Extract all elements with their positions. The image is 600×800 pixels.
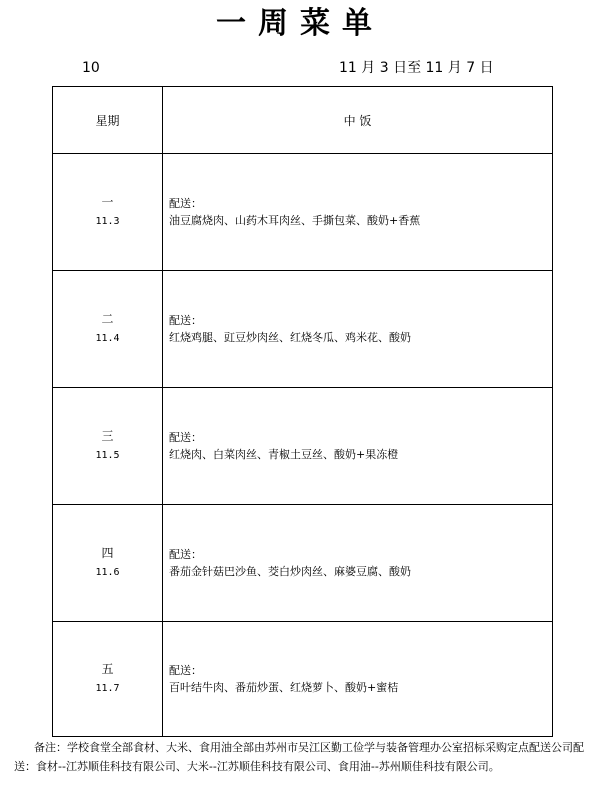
day-cell bbox=[53, 622, 163, 737]
week-number: 10 bbox=[82, 60, 100, 76]
page-title: 一周菜单 bbox=[216, 6, 384, 41]
day-cell bbox=[53, 271, 163, 388]
table-row bbox=[53, 505, 553, 622]
lunch-label: 配送： bbox=[169, 548, 202, 561]
lunch-cell bbox=[163, 271, 553, 388]
footer-note: 备注：学校食堂全部食材、大米、食用油全部由苏州市吴江区勤工俭学与装备管理办公室招标采购定点配送公司配送：食材--江苏顺佳科技有限公司、大米--江苏顺佳科技有限公司、食用油--苏州顺佳科技有限公司。 bbox=[14, 741, 584, 773]
day-name: 五 bbox=[101, 662, 114, 676]
day-cell bbox=[53, 505, 163, 622]
day-name: 三 bbox=[101, 429, 114, 443]
day-date: 11.3 bbox=[95, 216, 120, 227]
lunch-cell bbox=[163, 505, 553, 622]
column-header-lunch: 中 饭 bbox=[163, 87, 553, 154]
day-name: 二 bbox=[101, 312, 114, 326]
lunch-items: 油豆腐烧肉、山药木耳肉丝、手撕包菜、酸奶+香蕉 bbox=[169, 214, 421, 227]
table-header-row bbox=[53, 87, 553, 154]
column-header-weekday: 星期 bbox=[53, 87, 163, 154]
table-row bbox=[53, 622, 553, 737]
lunch-label: 配送： bbox=[169, 431, 202, 444]
lunch-items: 番茄金针菇巴沙鱼、茭白炒肉丝、麻婆豆腐、酸奶 bbox=[169, 565, 411, 578]
lunch-label: 配送： bbox=[169, 197, 202, 210]
day-date: 11.4 bbox=[95, 333, 120, 344]
table-row bbox=[53, 388, 553, 505]
day-name: 一 bbox=[101, 195, 114, 209]
lunch-cell bbox=[163, 388, 553, 505]
lunch-items: 百叶结牛肉、番茄炒蛋、红烧萝卜、酸奶+蜜桔 bbox=[169, 681, 399, 694]
menu-table bbox=[52, 86, 553, 737]
lunch-items: 红烧肉、白菜肉丝、青椒土豆丝、酸奶+果冻橙 bbox=[169, 448, 399, 461]
lunch-label: 配送： bbox=[169, 314, 202, 327]
day-name: 四 bbox=[101, 546, 114, 560]
lunch-cell bbox=[163, 622, 553, 737]
table-row bbox=[53, 271, 553, 388]
day-date: 11.5 bbox=[95, 450, 120, 461]
day-date: 11.7 bbox=[95, 683, 120, 694]
table-row bbox=[53, 154, 553, 271]
day-date: 11.6 bbox=[95, 567, 120, 578]
lunch-cell bbox=[163, 154, 553, 271]
day-cell bbox=[53, 388, 163, 505]
lunch-items: 红烧鸡腿、豇豆炒肉丝、红烧冬瓜、鸡米花、酸奶 bbox=[169, 331, 411, 344]
day-cell bbox=[53, 154, 163, 271]
lunch-label: 配送： bbox=[169, 664, 202, 677]
date-range: 11 月 3 日至 11 月 7 日 bbox=[339, 60, 494, 76]
